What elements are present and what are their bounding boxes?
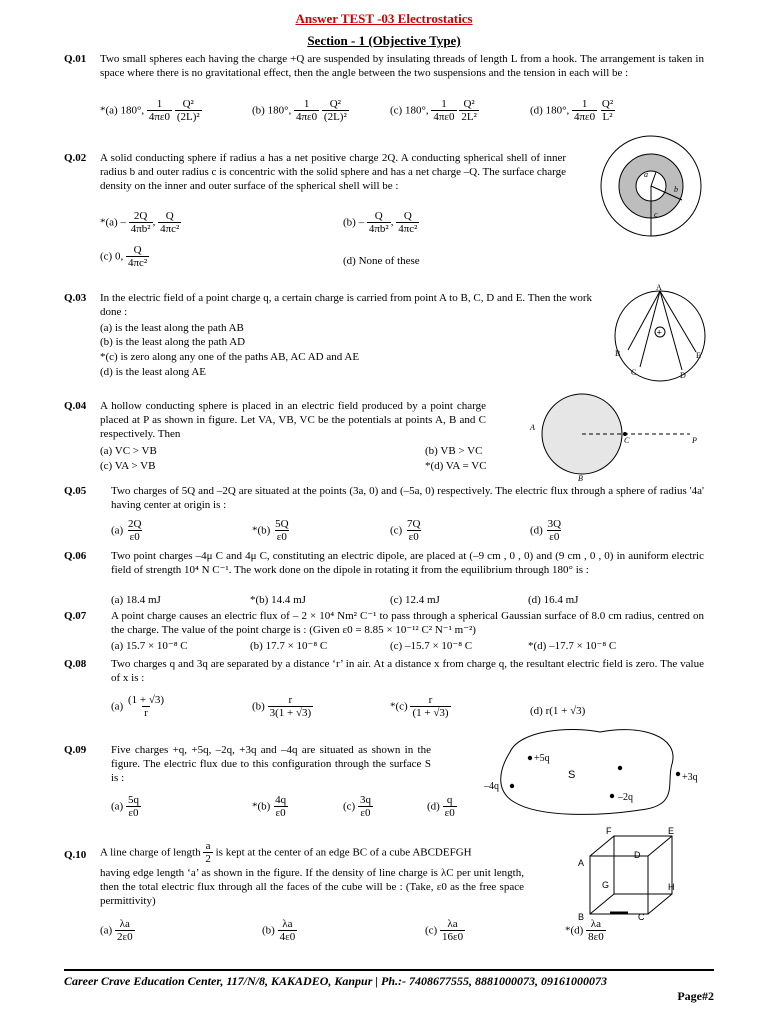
- q04-text: A hollow conducting sphere is placed in an electric field produced by a point charge placed at P as shown in figure. Let VA, VB, VC be the potentials at points A, B and C respectively. Then: [100, 400, 486, 440]
- hollow-sphere-figure: [528, 390, 708, 482]
- q08-text: Two charges q and 3q are separated by a distance ‘r’ in air. At a distance x from charge q, the resultant electric field is zero. The value of x is :: [111, 658, 704, 684]
- footer-address: Career Crave Education Center, 117/N/8, KAKADEO, Kanpur | Ph.:- 7408677555, 8881000073, 09161000073: [64, 974, 608, 988]
- q05-option-c: (c) $\frac{7Q}{\varepsilon 0}$: [390, 518, 421, 543]
- q07-option-b: (b) 17.7 × 10⁻⁸ C: [250, 640, 328, 652]
- page-title: Answer TEST -03 Electrostatics: [295, 11, 473, 26]
- q03-option-a: (a) is the least along the path AB: [100, 322, 244, 334]
- svg-text:C: C: [624, 436, 630, 445]
- q06-text: Two point charges –4μ C and 4μ C, constituting an electric dipole, are placed at (–9 cm , 0 , 0) and (9 cm , 0 , 0) in auniform electric field of strength 10⁴ N C⁻¹. The work done on the dipole in rotating it from the equilibrium through 180° is :: [111, 550, 704, 576]
- svg-text:+5q: +5q: [534, 753, 550, 764]
- svg-text:G: G: [602, 880, 610, 890]
- q07-option-a: (a) 15.7 × 10⁻⁸ C: [111, 640, 188, 652]
- q02-option-d: (d) None of these: [343, 255, 420, 267]
- q08-option-d: (d) r(1 + √3): [530, 705, 586, 717]
- q05-option-d: (d) $\frac{3Q}{\varepsilon 0}$: [530, 518, 562, 543]
- q05-number: Q.05: [64, 485, 87, 497]
- q09-option-a: (a) $\frac{5q}{\varepsilon 0}$: [111, 794, 139, 819]
- svg-text:F: F: [606, 826, 612, 836]
- svg-text:B: B: [615, 349, 621, 358]
- q10-text: having edge length ‘a’ as shown in the figure. If the density of line charge is λC per unit length, then the total electric flux through all the faces of the cube will be : (Take, ε0 as the free space permittivity): [100, 867, 524, 907]
- concentric-sphere-figure: [594, 132, 708, 240]
- q01-number: Q.01: [64, 53, 87, 65]
- q04-option-a: (a) VC > VB: [100, 445, 157, 457]
- svg-text:B: B: [578, 912, 585, 922]
- q09-option-c: (c) $\frac{3q}{\varepsilon 0}$: [343, 794, 371, 819]
- q03-option-d: (d) is the least along AE: [100, 366, 207, 378]
- gaussian-surface-figure: [480, 722, 710, 822]
- q07-text: A point charge causes an electric flux of – 2 × 10⁴ Nm² C⁻¹ to pass through a spherical Gaussian surface of 8.0 cm radius, centred on the charge. The value of the point charge is : (Given ε0 = 8.85 × 10⁻¹² C² N⁻¹ m⁻²): [111, 610, 704, 636]
- q04-number: Q.04: [64, 400, 87, 412]
- svg-text:–4q: –4q: [484, 781, 499, 792]
- footer-divider: [64, 969, 714, 971]
- q06-number: Q.06: [64, 550, 87, 562]
- svg-text:A: A: [530, 423, 535, 432]
- q08-option-c: *(c) $\frac{r}{(1 + √3)}$: [390, 694, 449, 719]
- svg-text:B: B: [578, 474, 583, 482]
- q10-option-b: (b) $\frac{\lambda a}{4\varepsilon 0}$: [262, 918, 296, 943]
- fig-label-b: b: [674, 185, 678, 194]
- q06-option-a: (a) 18.4 mJ: [111, 594, 161, 606]
- q03-option-b: (b) is the least along the path AD: [100, 336, 246, 348]
- q03-option-c: *(c) is zero along any one of the paths AB, AC AD and AE: [100, 351, 360, 363]
- q01-option-d: (d) 180°, $\frac{1}{4\pi\varepsilon 0}$ $\frac{\text{Q²}}{\text{L²}}$: [530, 98, 614, 123]
- q08-option-a: (a) $\frac{(1 + √3)}{r}$: [111, 694, 165, 719]
- q01-option-a: *(a) 180°, $\frac{1}{4\pi\varepsilon 0}$ $\frac{\text{Q²}}{\text{(2L)²}}$: [100, 98, 200, 123]
- q09-number: Q.09: [64, 744, 87, 756]
- q02-option-b: (b) – $\frac{Q}{\text{4πb²}}$ , $\frac{Q}{\text{4πc²}}$: [343, 210, 418, 235]
- cube-figure: [570, 826, 690, 926]
- q09-text: Five charges +q, +5q, –2q, +3q and –4q are situated as shown in the figure. The electric flux due to this configuration through the surface S is :: [111, 744, 431, 784]
- svg-text:A: A: [578, 858, 585, 868]
- q09-option-b: *(b) $\frac{4q}{\varepsilon 0}$: [252, 794, 287, 819]
- q10-option-a: (a) $\frac{\lambda a}{2\varepsilon 0}$: [100, 918, 133, 943]
- section-title: Section - 1 (Objective Type): [307, 33, 461, 48]
- svg-text:C: C: [631, 368, 637, 377]
- page-number: Page#2: [677, 989, 714, 1003]
- q01-text: Two small spheres each having the charge +Q are suspended by insulating threads of length L from a hook. The arrangement is taken in space where there is no gravitational effect, then the angle between the two suspensions and the tension in each will be :: [100, 53, 704, 79]
- q06-option-d: (d) 16.4 mJ: [528, 594, 579, 606]
- q05-option-b: *(b) $\frac{5Q}{\varepsilon 0}$: [252, 518, 289, 543]
- q01-option-c: (c) 180°, $\frac{1}{4\pi\varepsilon 0}$ $\frac{\text{Q²}}{\text{2L²}}$: [390, 98, 477, 123]
- svg-text:S: S: [568, 769, 576, 781]
- q07-option-c: (c) –15.7 × 10⁻⁸ C: [390, 640, 473, 652]
- q10-text-line1: A line charge of length $\frac{a}{2}$ is kept at the center of an edge BC of a cube ABCDEFGH: [100, 840, 472, 865]
- q04-option-b: (b) VB > VC: [425, 445, 483, 457]
- q03-number: Q.03: [64, 292, 87, 304]
- svg-text:C: C: [638, 912, 645, 922]
- q02-number: Q.02: [64, 152, 87, 164]
- q02-text: A solid conducting sphere if radius a has a net positive charge 2Q. A conducting spherical shell of inner radius b and outer radius c is concentric with the solid sphere and has a net charge –Q. The surface charge density on the inner and outer surface of the spherical shell will be :: [100, 152, 566, 192]
- svg-text:E: E: [696, 351, 701, 360]
- q07-option-d: *(d) –17.7 × 10⁻⁸ C: [528, 640, 617, 652]
- q03-text: In the electric field of a point charge q, a certain charge is carried from point A to B, C, D and E. Then the work done :: [100, 292, 592, 318]
- q10-number: Q.10: [64, 849, 87, 861]
- svg-text:P: P: [692, 436, 697, 445]
- fig-label-a: a: [644, 170, 648, 179]
- q10-option-c: (c) $\frac{\lambda a}{16\varepsilon 0}$: [425, 918, 464, 943]
- svg-text:D: D: [634, 850, 641, 860]
- fig-charge-plus: +: [656, 327, 662, 338]
- q02-option-a: *(a) – $\frac{2Q}{\text{4πb²}}$ , $\frac{Q}{\text{4πc²}}$: [100, 210, 180, 235]
- q08-option-b: (b) $\frac{r}{3(1 + √3)}$: [252, 694, 312, 719]
- q05-text: Two charges of 5Q and –2Q are situated at the points (3a, 0) and (–5a, 0) respectively. The electric flux through a sphere of radius '4a' having center at origin is :: [111, 485, 704, 511]
- q08-number: Q.08: [64, 658, 87, 670]
- q06-option-b: *(b) 14.4 mJ: [250, 594, 306, 606]
- svg-text:E: E: [668, 826, 675, 836]
- q07-number: Q.07: [64, 610, 87, 622]
- q04-option-c: (c) VA > VB: [100, 460, 156, 472]
- svg-text:+3q: +3q: [682, 772, 698, 783]
- q05-option-a: (a) $\frac{2Q}{\varepsilon 0}$: [111, 518, 142, 543]
- svg-text:–2q: –2q: [618, 792, 633, 803]
- svg-text:D: D: [680, 371, 686, 380]
- q10-option-d: *(d) $\frac{\lambda a}{8\varepsilon 0}$: [565, 918, 604, 943]
- q01-option-b: (b) 180°, $\frac{1}{4\pi\varepsilon 0}$ $\frac{\text{Q²}}{\text{(2L)²}}$: [252, 98, 347, 123]
- svg-text:H: H: [668, 882, 675, 892]
- point-charge-paths-figure: [606, 282, 716, 382]
- q04-option-d: *(d) VA = VC: [425, 460, 487, 472]
- q09-option-d: (d) $\frac{q}{\varepsilon 0}$: [427, 794, 455, 819]
- q06-option-c: (c) 12.4 mJ: [390, 594, 440, 606]
- fig-label-c: c: [654, 210, 658, 219]
- svg-text:A: A: [656, 283, 662, 292]
- q02-option-c: (c) 0, $\frac{Q}{\text{4πc²}}$: [100, 244, 148, 269]
